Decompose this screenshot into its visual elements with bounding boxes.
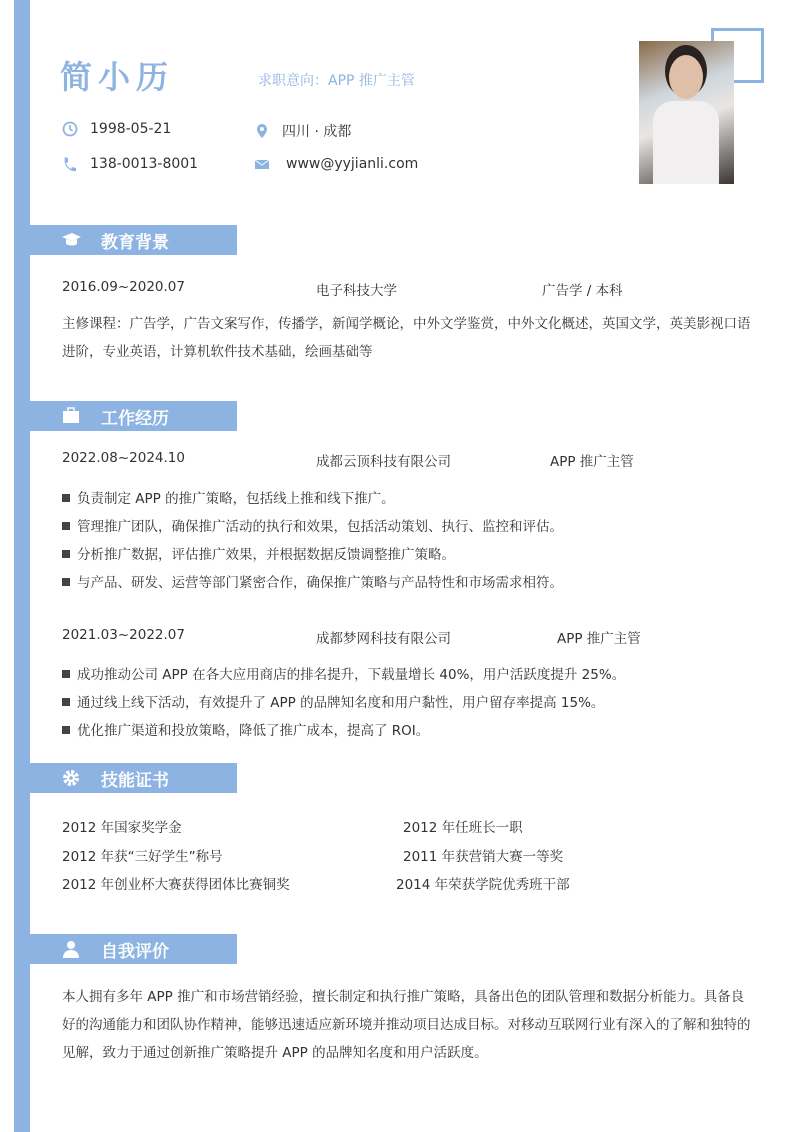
section-title: 工作经历 [101,408,169,429]
mail-icon [254,156,270,172]
location: 四川 · 成都 [282,124,352,140]
section-skills-header [30,763,237,793]
job-bullet: 管理推广团队，确保推广活动的执行和效果，包括活动策划、执行、监控和评估。 [62,515,563,535]
job-company: 成都梦网科技有限公司 [316,631,451,647]
birth-date: 1998-05-21 [90,121,172,137]
location-info [254,121,351,141]
job-bullet: 优化推广渠道和投放策略，降低了推广成本，提高了 ROI。 [62,719,429,739]
job-period: 2021.03~2022.07 [62,627,185,643]
phone: 138-0013-8001 [90,156,199,172]
section-self-header [30,934,237,964]
job-role: APP 推广主管 [557,631,641,647]
section-education-header [30,225,237,255]
email: www@yyjianli.com [286,156,419,172]
user-icon [61,940,81,958]
skill-item: 2012 年国家奖学金 [62,820,182,836]
phone-info [62,156,198,172]
section-title: 教育背景 [101,232,169,253]
section-title: 技能证书 [101,770,169,791]
clock-icon [62,121,78,137]
job-intent: 求职意向：APP 推广主管 [258,73,415,89]
profile-photo [639,41,734,184]
section-title: 自我评价 [101,941,169,962]
skill-item: 2012 年任班长一职 [403,820,523,836]
candidate-name: 简小历 [60,58,175,96]
job-bullet: 分析推广数据，评估推广效果，并根据数据反馈调整推广策略。 [62,543,455,563]
skill-item: 2011 年获营销大赛一等奖 [403,849,564,865]
birth-info [62,121,171,137]
phone-icon [62,156,78,172]
edu-major: 广告学 / 本科 [542,283,623,299]
skill-item: 2014 年荣获学院优秀班干部 [396,877,570,893]
edu-period: 2016.09~2020.07 [62,279,185,295]
graduation-cap-icon [61,231,81,249]
job-bullet: 负责制定 APP 的推广策略，包括线上推和线下推广。 [62,487,395,507]
section-work-header [30,401,237,431]
job-bullet: 通过线上线下活动，有效提升了 APP 的品牌知名度和用户黏性，用户留存率提高 15%。 [62,691,604,711]
edu-school: 电子科技大学 [316,283,397,299]
skill-item: 2012 年创业杯大赛获得团体比赛铜奖 [62,877,290,893]
skill-item: 2012 年获“三好学生”称号 [62,849,223,865]
self-evaluation: 本人拥有多年 APP 推广和市场营销经验，擅长制定和执行推广策略，具备出色的团队管理和数据分析能力。具备良好的沟通能力和团队协作精神，能够迅速适应新环境并推动项目达成目标。对移动互联网行业有深入的了解和独特的见解，致力于通过创新推广策略提升 APP 的品牌知名度和用户活跃度。 [62,989,751,1061]
email-info [254,156,418,172]
job-bullet: 与产品、研发、运营等部门紧密合作，确保推广策略与产品特性和市场需求相符。 [62,571,563,591]
briefcase-icon [61,407,81,425]
job-period: 2022.08~2024.10 [62,450,185,466]
job-bullet: 成功推动公司 APP 在各大应用商店的排名提升，下载量增长 40%，用户活跃度提升 25%。 [62,663,625,683]
sidebar-bar [14,0,30,1132]
gear-icon [61,769,81,787]
job-role: APP 推广主管 [550,454,634,470]
edu-courses: 主修课程：广告学，广告文案写作，传播学，新闻学概论，中外文学鉴赏，中外文化概述，英国文学，英美影视口语进阶，专业英语，计算机软件技术基础，绘画基础等 [62,316,751,360]
job-company: 成都云顶科技有限公司 [316,454,451,470]
location-pin-icon [254,123,270,139]
